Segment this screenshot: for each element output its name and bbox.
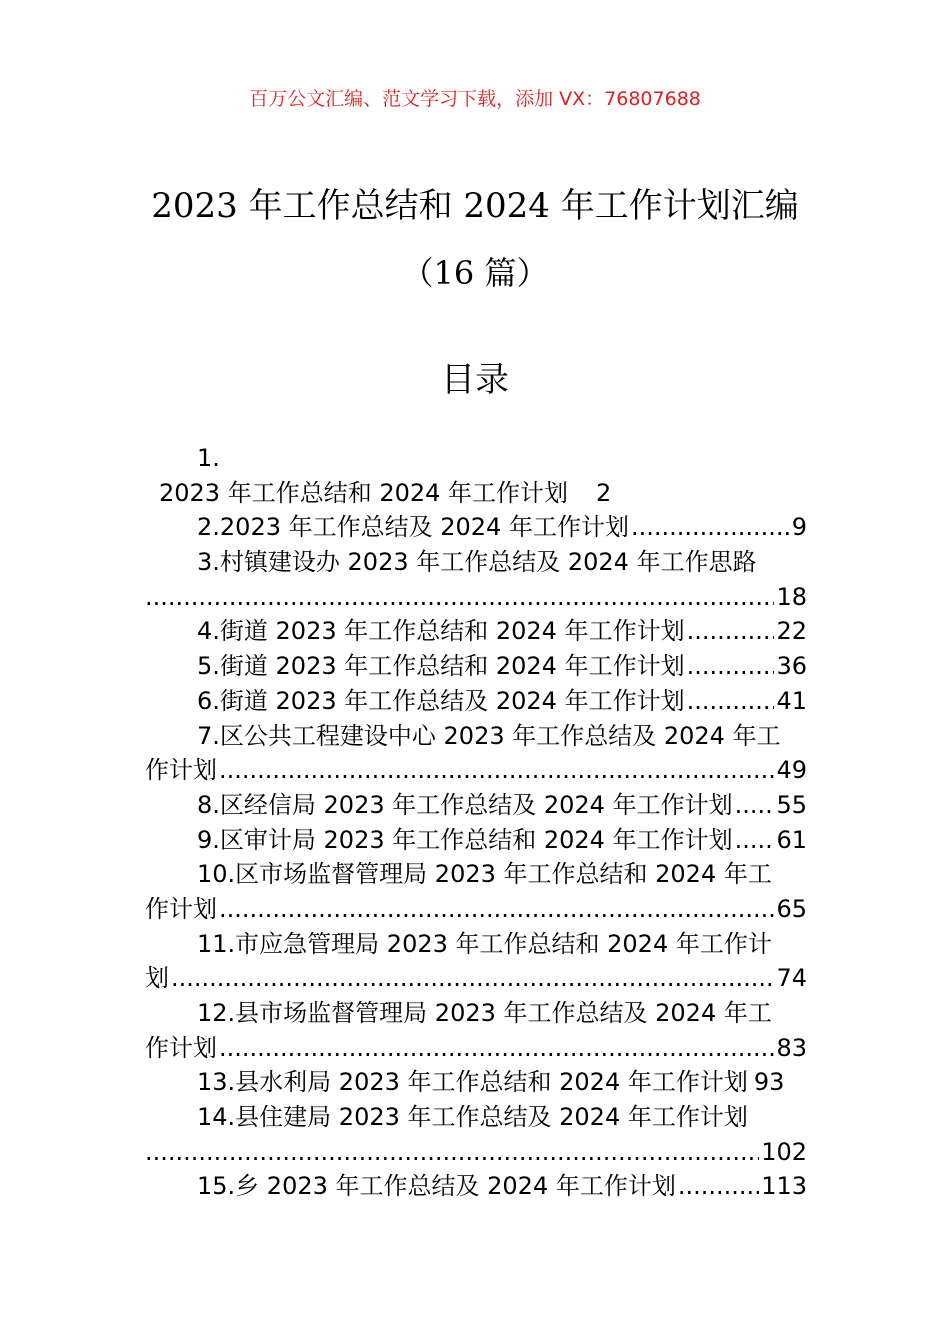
toc-entry-12-cont[interactable] bbox=[145, 1031, 807, 1066]
toc-entry-page: 102 bbox=[761, 1137, 807, 1166]
toc-entry-text: 4.街道 2023 年工作总结和 2024 年工作计划 bbox=[197, 617, 685, 646]
toc-entry-14[interactable] bbox=[145, 1100, 807, 1135]
toc-entry-page: 36 bbox=[776, 652, 807, 681]
toc-entry-page: 74 bbox=[776, 964, 807, 993]
toc-entry-text: 划 bbox=[145, 964, 169, 993]
toc-entry-3[interactable] bbox=[145, 545, 807, 580]
toc-entry-9[interactable] bbox=[145, 823, 807, 858]
toc-entry-text: 7.区公共工程建设中心 2023 年工作总结及 2024 年工 bbox=[197, 721, 781, 750]
toc-entry-page: 65 bbox=[776, 894, 807, 923]
toc-entry-1[interactable] bbox=[145, 476, 807, 511]
toc-entry-text: 3.村镇建设办 2023 年工作总结及 2024 年工作思路 bbox=[197, 548, 757, 577]
toc-entry-13[interactable] bbox=[145, 1065, 807, 1100]
toc-entry-4[interactable] bbox=[145, 614, 807, 649]
toc-entry-14-cont[interactable] bbox=[145, 1135, 807, 1170]
toc-entry-page: 61 bbox=[776, 825, 807, 854]
toc-entry-page: 9 bbox=[791, 513, 807, 542]
toc-leader bbox=[735, 823, 775, 858]
toc-entry-text: 2023 年工作总结和 2024 年工作计划 bbox=[159, 478, 569, 507]
toc-leader bbox=[145, 1135, 759, 1170]
toc-leader bbox=[219, 1031, 774, 1066]
toc-leader bbox=[219, 892, 774, 927]
toc-entry-2[interactable] bbox=[145, 510, 807, 545]
toc-entry-6[interactable] bbox=[145, 684, 807, 719]
toc-leader bbox=[219, 753, 774, 788]
toc-entry-page: 2 bbox=[596, 478, 612, 507]
toc-leader bbox=[687, 649, 775, 684]
toc-entry-text: 11.市应急管理局 2023 年工作总结和 2024 年工作计 bbox=[197, 929, 772, 958]
toc-entry-text: 6.街道 2023 年工作总结及 2024 年工作计划 bbox=[197, 686, 685, 715]
toc-entry-page: 93 bbox=[753, 1068, 785, 1097]
toc-entry-7-cont[interactable] bbox=[145, 753, 807, 788]
toc-entry-page: 55 bbox=[776, 790, 807, 819]
toc-entry-text: 15.乡 2023 年工作总结及 2024 年工作计划 bbox=[197, 1172, 676, 1201]
toc-entry-3-cont[interactable] bbox=[145, 580, 807, 615]
toc-entry-page: 83 bbox=[776, 1033, 807, 1062]
toc-entry-text: 12.县市场监督管理局 2023 年工作总结及 2024 年工 bbox=[197, 999, 772, 1027]
toc-leader bbox=[145, 580, 774, 615]
toc-entry-page: 49 bbox=[776, 756, 807, 785]
toc-entry-10[interactable] bbox=[145, 857, 807, 892]
document-subtitle: （16 篇） bbox=[401, 254, 549, 292]
toc-entry-8[interactable] bbox=[145, 788, 807, 823]
toc-entry-text: 8.区经信局 2023 年工作总结及 2024 年工作计划 bbox=[197, 790, 733, 819]
toc-leader bbox=[171, 961, 774, 996]
table-of-contents bbox=[145, 441, 807, 1204]
toc-leader bbox=[687, 614, 775, 649]
toc-entry-text: 作计划 bbox=[145, 894, 217, 923]
toc-entry-7[interactable] bbox=[145, 719, 807, 754]
toc-entry-11[interactable] bbox=[145, 927, 807, 962]
toc-entry-page: 41 bbox=[776, 686, 807, 715]
toc-entry-page: 22 bbox=[776, 617, 807, 646]
toc-entry-text: 作计划 bbox=[145, 756, 217, 785]
toc-entry-page: 18 bbox=[776, 582, 807, 611]
toc-entry-12[interactable] bbox=[145, 996, 807, 1031]
toc-entry-1-number bbox=[145, 441, 807, 476]
document-title: 2023 年工作总结和 2024 年工作计划汇编 bbox=[151, 186, 799, 226]
toc-heading: 目录 bbox=[441, 360, 509, 400]
toc-entry-15[interactable] bbox=[145, 1169, 807, 1204]
toc-entry-10-cont[interactable] bbox=[145, 892, 807, 927]
toc-entry-number: 1. bbox=[197, 444, 220, 472]
toc-entry-text: 14.县住建局 2023 年工作总结及 2024 年工作计划 bbox=[197, 1103, 748, 1132]
toc-entry-text: 13.县水利局 2023 年工作总结和 2024 年工作计划 bbox=[197, 1068, 748, 1097]
toc-leader bbox=[678, 1169, 759, 1204]
toc-entry-text: 5.街道 2023 年工作总结和 2024 年工作计划 bbox=[197, 652, 685, 681]
toc-leader bbox=[687, 684, 775, 719]
toc-entry-5[interactable] bbox=[145, 649, 807, 684]
header-note: 百万公文汇编、范文学习下载，添加 VX：76807688 bbox=[249, 88, 701, 110]
toc-entry-page: 113 bbox=[761, 1172, 807, 1201]
toc-entry-text: 作计划 bbox=[145, 1033, 217, 1062]
toc-leader bbox=[735, 788, 775, 823]
toc-entry-text: 10.区市场监督管理局 2023 年工作总结和 2024 年工 bbox=[197, 860, 772, 889]
toc-entry-11-cont[interactable] bbox=[145, 961, 807, 996]
toc-entry-text: 9.区审计局 2023 年工作总结和 2024 年工作计划 bbox=[197, 825, 733, 854]
toc-entry-text: 2.2023 年工作总结及 2024 年工作计划 bbox=[197, 513, 629, 542]
toc-leader bbox=[631, 510, 790, 545]
